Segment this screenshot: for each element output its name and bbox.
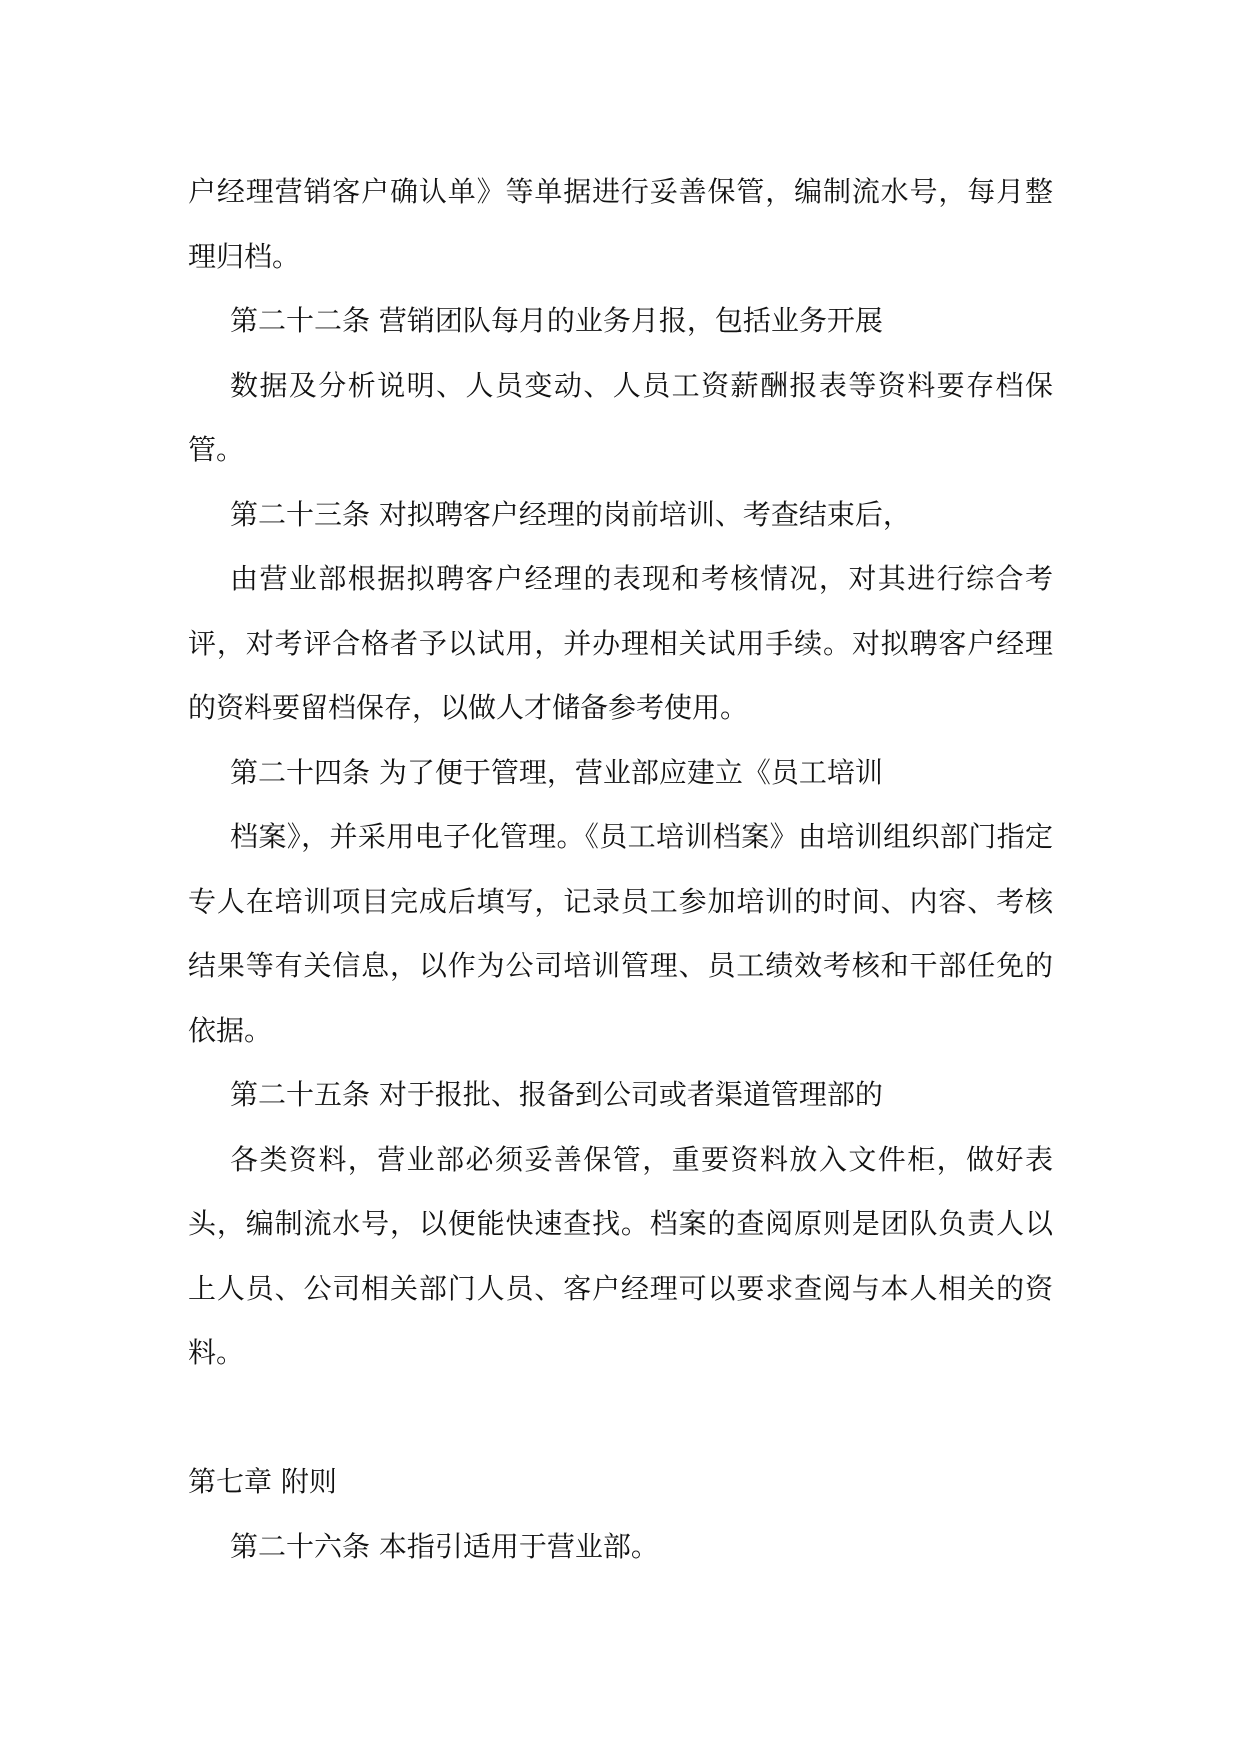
article-25-body: 各类资料，营业部必须妥善保管，重要资料放入文件柜，做好表头，编制流水号，以便能快速查找。档案的查阅原则是团队负责人以上人员、公司相关部门人员、客户经理可以要求查阅与本人相关的资料。 bbox=[188, 1142, 1053, 1369]
article-25-heading: 第二十五条 对于报批、报备到公司或者渠道管理部的 bbox=[230, 1078, 883, 1111]
article-23-heading: 第二十三条 对拟聘客户经理的岗前培训、考查结束后， bbox=[230, 497, 911, 531]
article-23-body: 由营业部根据拟聘客户经理的表现和考核情况，对其进行综合考评，对考评合格者予以试用，并办理相关试用手续。对拟聘客户经理的资料要留档保存，以做人才储备参考使用。 bbox=[188, 562, 1053, 724]
article-24-heading: 第二十四条 为了便于管理，营业部应建立《员工培训 bbox=[230, 755, 883, 789]
article-22-body: 数据及分析说明、人员变动、人员工资薪酬报表等资料要存档保管。 bbox=[188, 368, 1053, 466]
paragraph-archive-continuation: 户经理营销客户确认单》等单据进行妥善保管，编制流水号，每月整理归档。 bbox=[188, 175, 1053, 273]
article-22-heading: 第二十二条 营销团队每月的业务月报，包括业务开展 bbox=[230, 304, 883, 337]
chapter-7-title: 第七章 附则 bbox=[188, 1465, 337, 1498]
article-24-body: 档案》，并采用电子化管理。《员工培训档案》由培训组织部门指定专人在培训项目完成后填写，记录员工参加培训的时间、内容、考核结果等有关信息，以作为公司培训管理、员工绩效考核和干部任免的依据。 bbox=[188, 820, 1053, 1047]
paragraph-gap bbox=[188, 1386, 1053, 1451]
document-body bbox=[188, 160, 1053, 1579]
article-26: 第二十六条 本指引适用于营业部。 bbox=[230, 1529, 659, 1563]
